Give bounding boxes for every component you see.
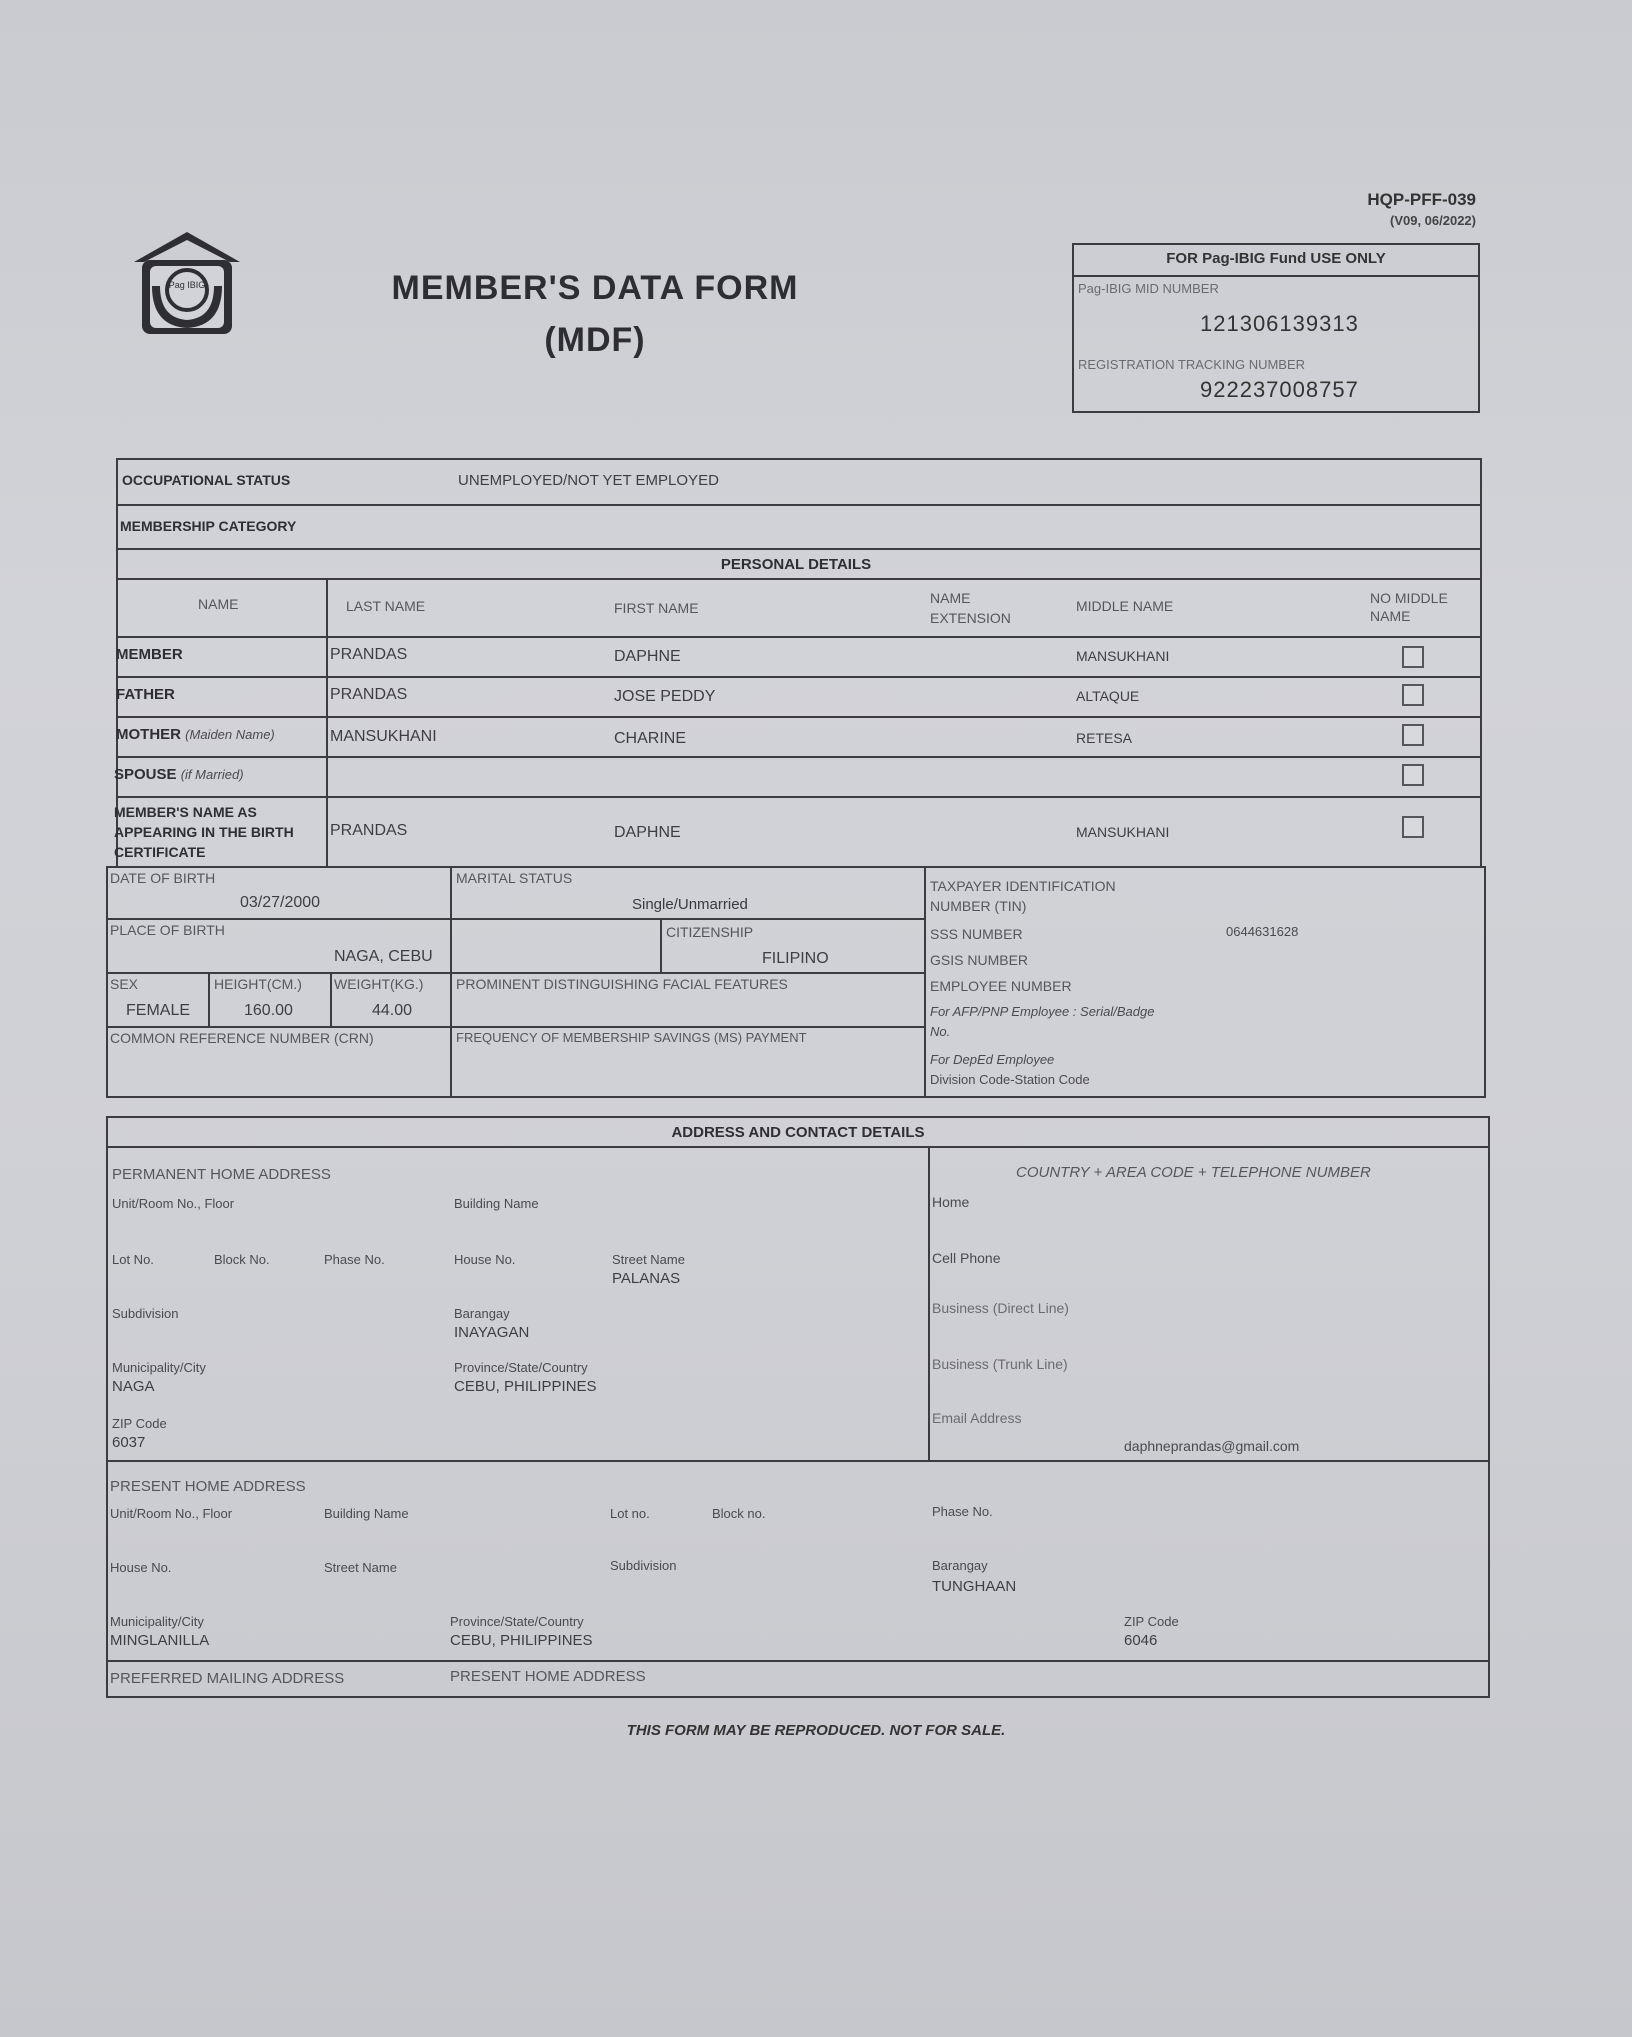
mother-no-middle-checkbox[interactable] bbox=[1402, 724, 1424, 746]
father-middle: ALTAQUE bbox=[1076, 688, 1140, 704]
weight-label: WEIGHT(KG.) bbox=[334, 976, 424, 992]
height-label: HEIGHT(CM.) bbox=[214, 976, 302, 992]
title-line-2: (MDF) bbox=[544, 321, 646, 359]
p-barangay-value: TUNGHAAN bbox=[932, 1578, 1017, 1595]
personal-frame bbox=[116, 458, 1482, 868]
province-value: CEBU, PHILIPPINES bbox=[454, 1378, 597, 1395]
contact-title: COUNTRY + AREA CODE + TELEPHONE NUMBER bbox=[1016, 1164, 1371, 1181]
row-father-label: FATHER bbox=[116, 686, 175, 703]
occupational-status-value: UNEMPLOYED/NOT YET EMPLOYED bbox=[458, 472, 719, 489]
dob-label: DATE OF BIRTH bbox=[110, 870, 216, 886]
sss-value: 0644631628 bbox=[1226, 924, 1299, 939]
mother-last: MANSUKHANI bbox=[330, 728, 437, 745]
fund-use-box bbox=[1072, 243, 1480, 413]
p-lot-label: Lot no. bbox=[610, 1506, 650, 1521]
weight-value: 44.00 bbox=[372, 1002, 413, 1019]
birthcert-first: DAPHNE bbox=[614, 824, 681, 841]
spouse-no-middle-checkbox[interactable] bbox=[1402, 764, 1424, 786]
barangay-label: Barangay bbox=[454, 1306, 510, 1321]
svg-text:Pag IBIG: Pag IBIG bbox=[168, 280, 206, 290]
phase-label: Phase No. bbox=[324, 1252, 385, 1267]
p-subdivision-label: Subdivision bbox=[610, 1558, 677, 1573]
col-first-name: FIRST NAME bbox=[614, 600, 699, 616]
features-label: PROMINENT DISTINGUISHING FACIAL FEATURES bbox=[456, 976, 788, 992]
address-title: ADDRESS AND CONTACT DETAILS bbox=[671, 1124, 925, 1141]
col-name: NAME bbox=[198, 596, 239, 612]
sss-label: SSS NUMBER bbox=[930, 926, 1023, 942]
marital-value: Single/Unmarried bbox=[632, 896, 748, 913]
p-building-label: Building Name bbox=[324, 1506, 409, 1521]
col-no-middle-1: NO MIDDLE bbox=[1370, 590, 1448, 606]
row-member-label: MEMBER bbox=[116, 646, 183, 663]
spouse-label: SPOUSE bbox=[114, 766, 177, 783]
present-title: PRESENT HOME ADDRESS bbox=[110, 1478, 306, 1495]
col-middle-name: MIDDLE NAME bbox=[1076, 598, 1174, 614]
cell-label: Cell Phone bbox=[932, 1250, 1001, 1266]
business-direct-label: Business (Direct Line) bbox=[932, 1300, 1069, 1316]
street-label: Street Name bbox=[612, 1252, 685, 1267]
sex-label: SEX bbox=[110, 976, 139, 992]
lot-label: Lot No. bbox=[112, 1252, 154, 1267]
pagibig-logo bbox=[130, 228, 244, 342]
personal-block bbox=[106, 458, 1486, 1098]
p-phase-label: Phase No. bbox=[932, 1504, 993, 1519]
unit-label: Unit/Room No., Floor bbox=[112, 1196, 235, 1211]
footer-note: THIS FORM MAY BE REPRODUCED. NOT FOR SALE. bbox=[626, 1722, 1006, 1739]
gsis-label: GSIS NUMBER bbox=[930, 952, 1029, 968]
house-label: House No. bbox=[454, 1252, 516, 1267]
p-province-value: CEBU, PHILIPPINES bbox=[450, 1632, 593, 1649]
rtn-value: 922237008757 bbox=[1200, 377, 1359, 402]
p-house-label: House No. bbox=[110, 1560, 172, 1575]
p-zip-label: ZIP Code bbox=[1124, 1614, 1179, 1629]
mother-first: CHARINE bbox=[614, 730, 687, 747]
home-label: Home bbox=[932, 1194, 970, 1210]
city-label: Municipality/City bbox=[112, 1360, 206, 1375]
spouse-sub: (if Married) bbox=[180, 767, 244, 782]
father-first: JOSE PEDDY bbox=[614, 688, 716, 705]
pob-label: PLACE OF BIRTH bbox=[110, 922, 225, 938]
marital-label: MARITAL STATUS bbox=[456, 870, 573, 886]
email-value: daphneprandas@gmail.com bbox=[1124, 1438, 1300, 1454]
birthcert-last: PRANDAS bbox=[330, 822, 408, 839]
personal-details-title: PERSONAL DETAILS bbox=[720, 556, 872, 573]
mailing-label: PREFERRED MAILING ADDRESS bbox=[110, 1670, 345, 1687]
membership-category-label: MEMBERSHIP CATEGORY bbox=[120, 518, 297, 534]
zip-value: 6037 bbox=[112, 1434, 146, 1451]
mid-value: 121306139313 bbox=[1200, 311, 1359, 336]
p-zip-value: 6046 bbox=[1124, 1632, 1158, 1649]
row-mother-label bbox=[116, 726, 275, 743]
birthcert-middle: MANSUKHANI bbox=[1076, 824, 1170, 840]
p-city-value: MINGLANILLA bbox=[110, 1632, 210, 1649]
email-label: Email Address bbox=[932, 1410, 1022, 1426]
birthcert-label: MEMBER'S NAME AS APPEARING IN THE BIRTH CERTIFICATE bbox=[114, 804, 294, 860]
province-label: Province/State/Country bbox=[454, 1360, 588, 1375]
p-street-label: Street Name bbox=[324, 1560, 397, 1575]
father-no-middle-checkbox[interactable] bbox=[1402, 684, 1424, 706]
crn-label: COMMON REFERENCE NUMBER (CRN) bbox=[110, 1030, 374, 1046]
rtn-label: REGISTRATION TRACKING NUMBER bbox=[1078, 357, 1306, 372]
mother-sub: (Maiden Name) bbox=[185, 727, 275, 742]
mother-label: MOTHER bbox=[116, 726, 181, 743]
city-value: NAGA bbox=[112, 1378, 155, 1395]
birthcert-no-middle-checkbox[interactable] bbox=[1402, 816, 1424, 838]
business-trunk-label: Business (Trunk Line) bbox=[932, 1356, 1068, 1372]
perm-title: PERMANENT HOME ADDRESS bbox=[112, 1166, 331, 1183]
subdivision-label: Subdivision bbox=[112, 1306, 179, 1321]
row-spouse-label bbox=[114, 766, 244, 783]
member-middle: MANSUKHANI bbox=[1076, 648, 1170, 664]
citizenship-label: CITIZENSHIP bbox=[666, 924, 754, 940]
col-ext-2: EXTENSION bbox=[930, 610, 1011, 626]
fund-box-heading: FOR Pag-IBIG Fund USE ONLY bbox=[1074, 245, 1478, 277]
freq-label: FREQUENCY OF MEMBERSHIP SAVINGS (MS) PAYMENT bbox=[456, 1030, 807, 1045]
emp-label: EMPLOYEE NUMBER bbox=[930, 978, 1072, 994]
height-value: 160.00 bbox=[244, 1002, 293, 1019]
occupational-status-label: OCCUPATIONAL STATUS bbox=[122, 472, 291, 488]
afp-label: For AFP/PNP Employee : Serial/Badge No. bbox=[930, 1004, 1155, 1039]
pob-value: NAGA, CEBU bbox=[334, 948, 433, 965]
form-title bbox=[330, 262, 860, 366]
block-label: Block No. bbox=[214, 1252, 270, 1267]
form-code: HQP-PFF-039 bbox=[1367, 190, 1476, 209]
mid-label: Pag-IBIG MID NUMBER bbox=[1078, 281, 1219, 296]
col-no-middle-2: NAME bbox=[1370, 608, 1411, 624]
street-value: PALANAS bbox=[612, 1270, 681, 1287]
p-block-label: Block no. bbox=[712, 1506, 766, 1521]
father-last: PRANDAS bbox=[330, 686, 408, 703]
p-city-label: Municipality/City bbox=[110, 1614, 204, 1629]
address-block bbox=[106, 1116, 1490, 1698]
col-last-name: LAST NAME bbox=[346, 598, 426, 614]
p-barangay-label: Barangay bbox=[932, 1558, 988, 1573]
member-last: PRANDAS bbox=[330, 646, 408, 663]
mother-middle: RETESA bbox=[1076, 730, 1133, 746]
sex-value: FEMALE bbox=[126, 1002, 191, 1019]
member-no-middle-checkbox[interactable] bbox=[1402, 646, 1424, 668]
building-label: Building Name bbox=[454, 1196, 539, 1211]
p-unit-label: Unit/Room No., Floor bbox=[110, 1506, 233, 1521]
form-version: (V09, 06/2022) bbox=[1389, 213, 1476, 228]
deped-label: For DepEd Employee Division Code-Station Code bbox=[930, 1052, 1090, 1087]
barangay-value: INAYAGAN bbox=[454, 1324, 530, 1341]
tin-label: TAXPAYER IDENTIFICATION NUMBER (TIN) bbox=[930, 878, 1116, 914]
col-ext-1: NAME bbox=[930, 590, 971, 606]
citizenship-value: FILIPINO bbox=[762, 950, 829, 967]
title-line-1: MEMBER'S DATA FORM bbox=[391, 269, 799, 307]
zip-label: ZIP Code bbox=[112, 1416, 167, 1431]
dob-value: 03/27/2000 bbox=[240, 894, 321, 911]
member-first: DAPHNE bbox=[614, 648, 681, 665]
mailing-value: PRESENT HOME ADDRESS bbox=[450, 1668, 646, 1685]
p-province-label: Province/State/Country bbox=[450, 1614, 584, 1629]
